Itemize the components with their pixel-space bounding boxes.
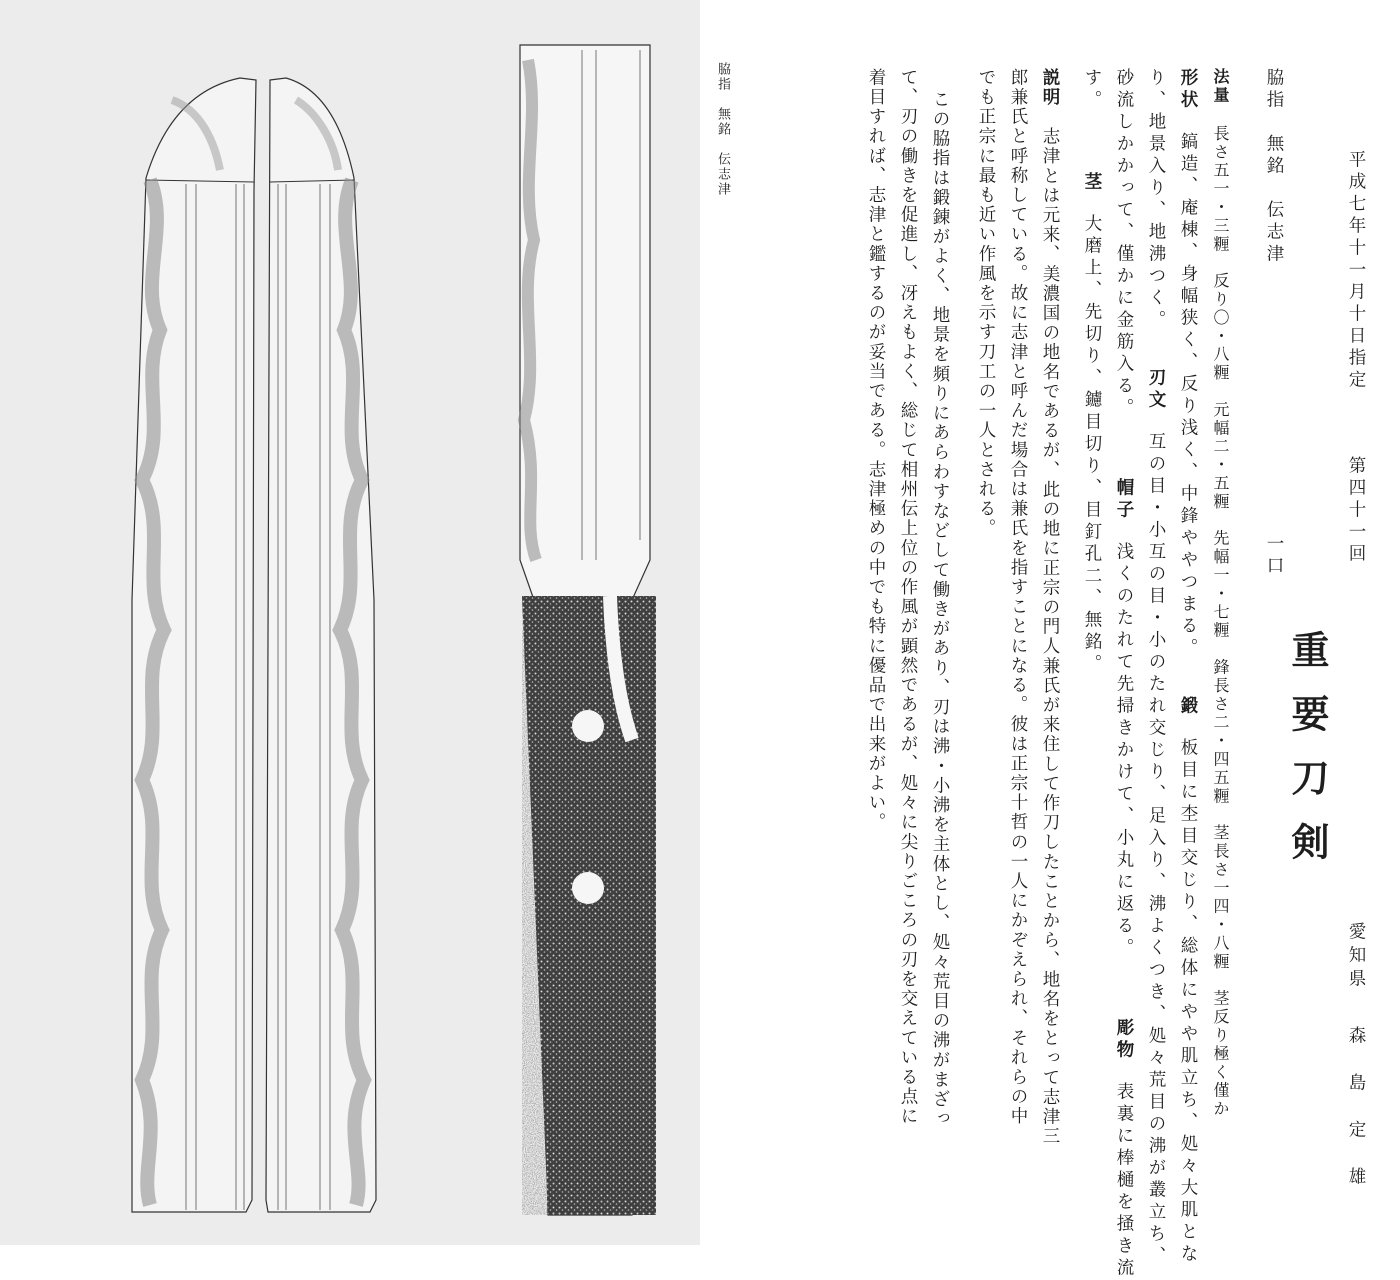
designation-date: 平成七年十一月十日指定 [1346,150,1366,392]
nakago-row [1082,68,1102,676]
section-text: 鎬造、庵棟、身幅狭く、反り浅く、中鋒ややつまる。 [1178,132,1198,660]
explanation-line-5: て、刃の働きを促進し、冴えもよく、総じて相州伝上位の作風が顕然であるが、処々に尖りごころの刃を交えている点に [898,68,918,1127]
section-label: 形状 [1178,68,1198,112]
plate-caption: 脇指 無銘 伝志津 [715,62,730,197]
item-name: 脇指 無銘 伝志津 [1264,68,1284,266]
oshigata-drawing [0,0,700,1245]
section-text: 板目に杢目交じり、総体にやや肌立ち、処々大肌とな [1178,738,1198,1266]
section-text: 互の目・小互の目・小のたれ交じり、足入り、沸よくつき、処々荒目の沸が叢立ち、 [1146,432,1166,1268]
section-text: す。 [1082,68,1102,112]
section-label: 刃文 [1146,368,1166,412]
section-text: 砂流しかかって、僅かに金筋入る。 [1114,68,1134,420]
section-text: 表裏に棒樋を掻き流 [1114,1082,1134,1280]
session-number: 第四十一回 [1346,456,1366,566]
owner-name: 森 島 定 雄 [1346,1026,1366,1191]
explanation-line-3: でも正宗に最も近い作風を示す刀工の一人とされる。 [976,68,996,539]
section-label: 鍛 [1178,696,1198,718]
blade-ura [266,78,376,1212]
kitae-continued: り、地景入り、地沸つく。 [1146,68,1166,332]
blade-omote [132,78,256,1212]
page-title: 重要刀剣 [1285,630,1330,886]
section-label: 法量 [1211,68,1230,105]
explanation-line-6: 着目すれば、志津と鑑するのが妥当である。志津極めの中でも特に優品で出来がよい。 [866,68,886,833]
hamon-row [1146,368,1166,1268]
explanation-line-1 [1040,68,1060,1146]
shape-row [1178,68,1198,1266]
section-label: 茎 [1082,172,1102,194]
explanation-line-4: この脇指は鍛錬がよく、地景を頻りにあらわすなどして働きがあり、刃は沸・小沸を主体とし、処々荒目の沸がまざっ [930,90,950,1129]
section-text: 浅くのたれて先掃きかけて、小丸に返る。 [1114,542,1134,960]
measurements [1210,68,1230,1118]
document-page [780,0,1400,1280]
section-label: 説明 [1040,68,1060,108]
section-label: 帽子 [1114,478,1134,522]
item-count: 一口 [1264,534,1284,578]
nakago-drawing [520,45,656,1215]
mekugi-hole [572,710,604,742]
explanation-line-2: 郎兼氏と呼称している。故に志津と呼んだ場合は兼氏を指すことになる。彼は正宗十哲の一人にかぞえられ、それらの中 [1008,68,1028,1127]
section-text: 長さ五一・三糎 反り〇・八糎 元幅二・五糎 先幅一・七糎 鋒長さ二・四五糎 茎長さ一四・八糎 茎反り極く僅か [1211,124,1230,1119]
section-text: 大磨上、先切り、鑢目切り、目釘孔二、無銘。 [1082,214,1102,676]
section-label: 彫物 [1114,1018,1134,1062]
hamon-continued [1114,68,1134,1280]
mekugi-hole [572,872,604,904]
oshigata-plate [0,0,700,1245]
prefecture: 愛知県 [1346,922,1366,993]
paragraph-line: 志津とは元来、美濃国の地名であるが、此の地に正宗の門人兼氏が来住して作刀したことから、地名をとって志津三 [1040,127,1060,1147]
